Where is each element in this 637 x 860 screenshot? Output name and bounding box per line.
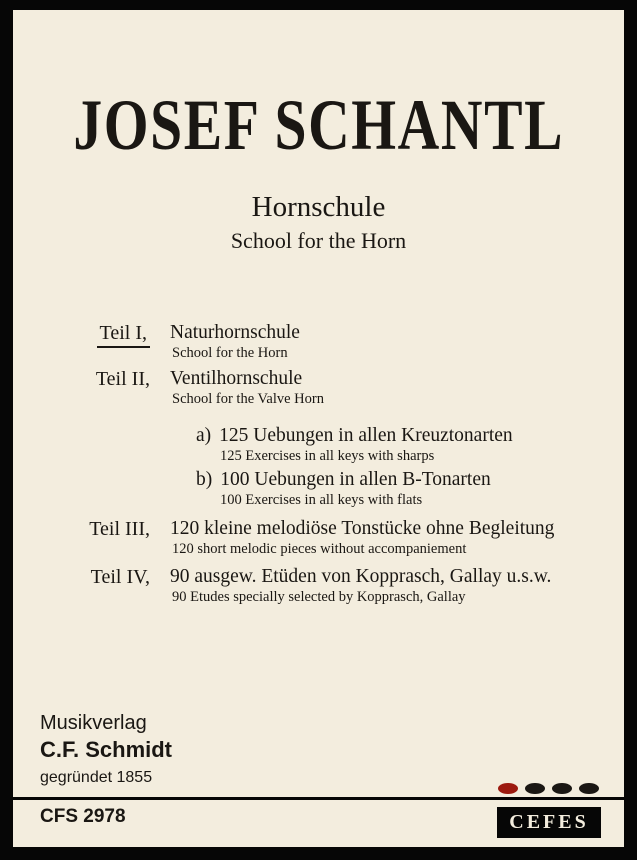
work-title-english: School for the Horn — [230, 228, 407, 253]
part-label — [0, 322, 150, 348]
subitem-title-english: 100 Exercises in all keys with flats — [220, 492, 423, 509]
part-title-english: 120 short melodic pieces without accompaniement — [172, 540, 467, 557]
work-title-german: Hornschule — [251, 191, 386, 223]
toc-row-teil-3 — [0, 518, 637, 558]
part-title-german: Naturhornschule — [170, 322, 300, 343]
logo-dot-red — [498, 783, 518, 794]
part-title-german: Ventilhornschule — [170, 368, 303, 390]
part-titles — [170, 368, 324, 408]
toc-row-teil-2 — [0, 368, 637, 408]
contents-list — [0, 322, 637, 607]
composer-title-text: JOSEF SCHANTL — [73, 85, 564, 165]
part-label: Teil II, — [95, 368, 150, 391]
toc-row-teil-1 — [0, 322, 637, 362]
publisher-type-label: Musikverlag — [40, 712, 147, 734]
subitem-line-german — [196, 469, 637, 490]
publisher-block — [40, 712, 172, 787]
subitem-title-german: 100 Uebungen in allen B-Tonarten — [220, 469, 491, 491]
part-label: Teil IV, — [90, 566, 150, 589]
logo-dot-black — [552, 783, 572, 794]
part-label-underlined: Teil I, — [97, 322, 150, 348]
part-title-english: School for the Valve Horn — [172, 391, 324, 408]
part-titles — [170, 518, 554, 558]
catalog-number: CFS 2978 — [40, 806, 126, 827]
publisher-logo — [497, 807, 601, 838]
subitem-title-english: 125 Exercises in all keys with sharps — [220, 447, 435, 464]
publisher-logo-text: CEFES — [509, 811, 589, 833]
part-title-english: 90 Etudes specially selected by Kopprasch, Gallay — [172, 589, 466, 606]
subitem-label: b) — [196, 469, 213, 491]
publisher-name: C.F. Schmidt — [40, 737, 173, 762]
part-titles — [170, 322, 300, 362]
logo-dot-black — [579, 783, 599, 794]
part-label: Teil III, — [89, 517, 150, 540]
subitem-line-german — [196, 425, 637, 446]
part-title-german: 90 ausgew. Etüden von Kopprasch, Gallay u.s.w. — [170, 566, 552, 588]
part-titles — [170, 566, 551, 606]
part-title-german: 120 kleine melodiöse Tonstücke ohne Begleitung — [170, 517, 555, 539]
subitem-label: a) — [196, 424, 212, 446]
logo-dot-black — [525, 783, 545, 794]
toc-subitem-b — [0, 469, 637, 509]
composer-title — [0, 84, 637, 167]
footer-rule — [13, 797, 624, 800]
publisher-founded: gegründet 1855 — [40, 769, 153, 786]
toc-subitem-a — [0, 425, 637, 465]
part-title-english: School for the Horn — [172, 345, 288, 362]
toc-row-teil-4 — [0, 566, 637, 606]
subitem-title-german: 125 Uebungen in allen Kreuztonarten — [219, 424, 513, 446]
logo-dots — [498, 783, 599, 794]
